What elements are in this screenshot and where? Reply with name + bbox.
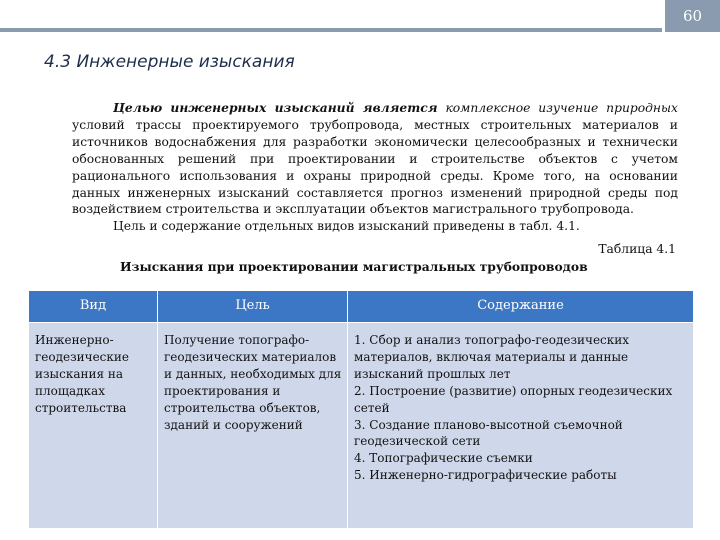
goal-lead-italic: комплексное изучение природных — [445, 101, 678, 115]
body-text — [72, 100, 678, 235]
table-header-row — [29, 291, 694, 323]
goal-rest: условий трассы проектируемого трубопровода, местных строительных материалов и источников водоснабжения для разработки экономически целесообразных и технически обоснованных решений при проектировании и строительстве объектов с учетом рационального использования и охраны природной среды. Кроме того, на основании данных инженерных изысканий составляется прогноз изменений природной среды под воздействием строительства и эксплуатации объектов магистрального трубопровода. — [72, 117, 678, 217]
top-decor-bar — [0, 28, 665, 32]
content-item: 2. Построение (развитие) опорных геодезических сетей — [354, 383, 673, 415]
header-type: Вид — [29, 291, 158, 323]
cell-goal: Получение топографо-геодезических материалов и данных, необходимых для проектирования и строительства объектов, зданий и сооружений — [158, 323, 348, 529]
goal-lead-bold: Целью инженерных изысканий является — [113, 100, 438, 115]
content-item: 5. Инженерно-гидрографические работы — [354, 468, 617, 483]
content-item: 4. Топографические съемки — [354, 451, 533, 466]
table-caption: Таблица 4.1 — [598, 242, 676, 256]
page-number: 60 — [665, 0, 720, 32]
content-item: 3. Создание планово-высотной съемочной геодезической сети — [354, 417, 623, 449]
paragraph-goal — [72, 100, 678, 218]
cell-content — [348, 323, 694, 529]
content-item: 1. Сбор и анализ топографо-геодезических материалов, включая материалы и данные изысканий прошлых лет — [354, 333, 630, 381]
table-row — [29, 323, 694, 529]
cell-type: Инженерно-геодезические изыскания на площадках строительства — [29, 323, 158, 529]
header-content: Содержание — [348, 291, 694, 323]
section-heading: 4.3 Инженерные изыскания — [44, 52, 295, 72]
paragraph-table-ref: Цель и содержание отдельных видов изысканий приведены в табл. 4.1. — [113, 219, 580, 234]
header-goal: Цель — [158, 291, 348, 323]
table-title: Изыскания при проектировании магистральных трубопроводов — [120, 259, 588, 274]
surveys-table — [28, 290, 694, 529]
